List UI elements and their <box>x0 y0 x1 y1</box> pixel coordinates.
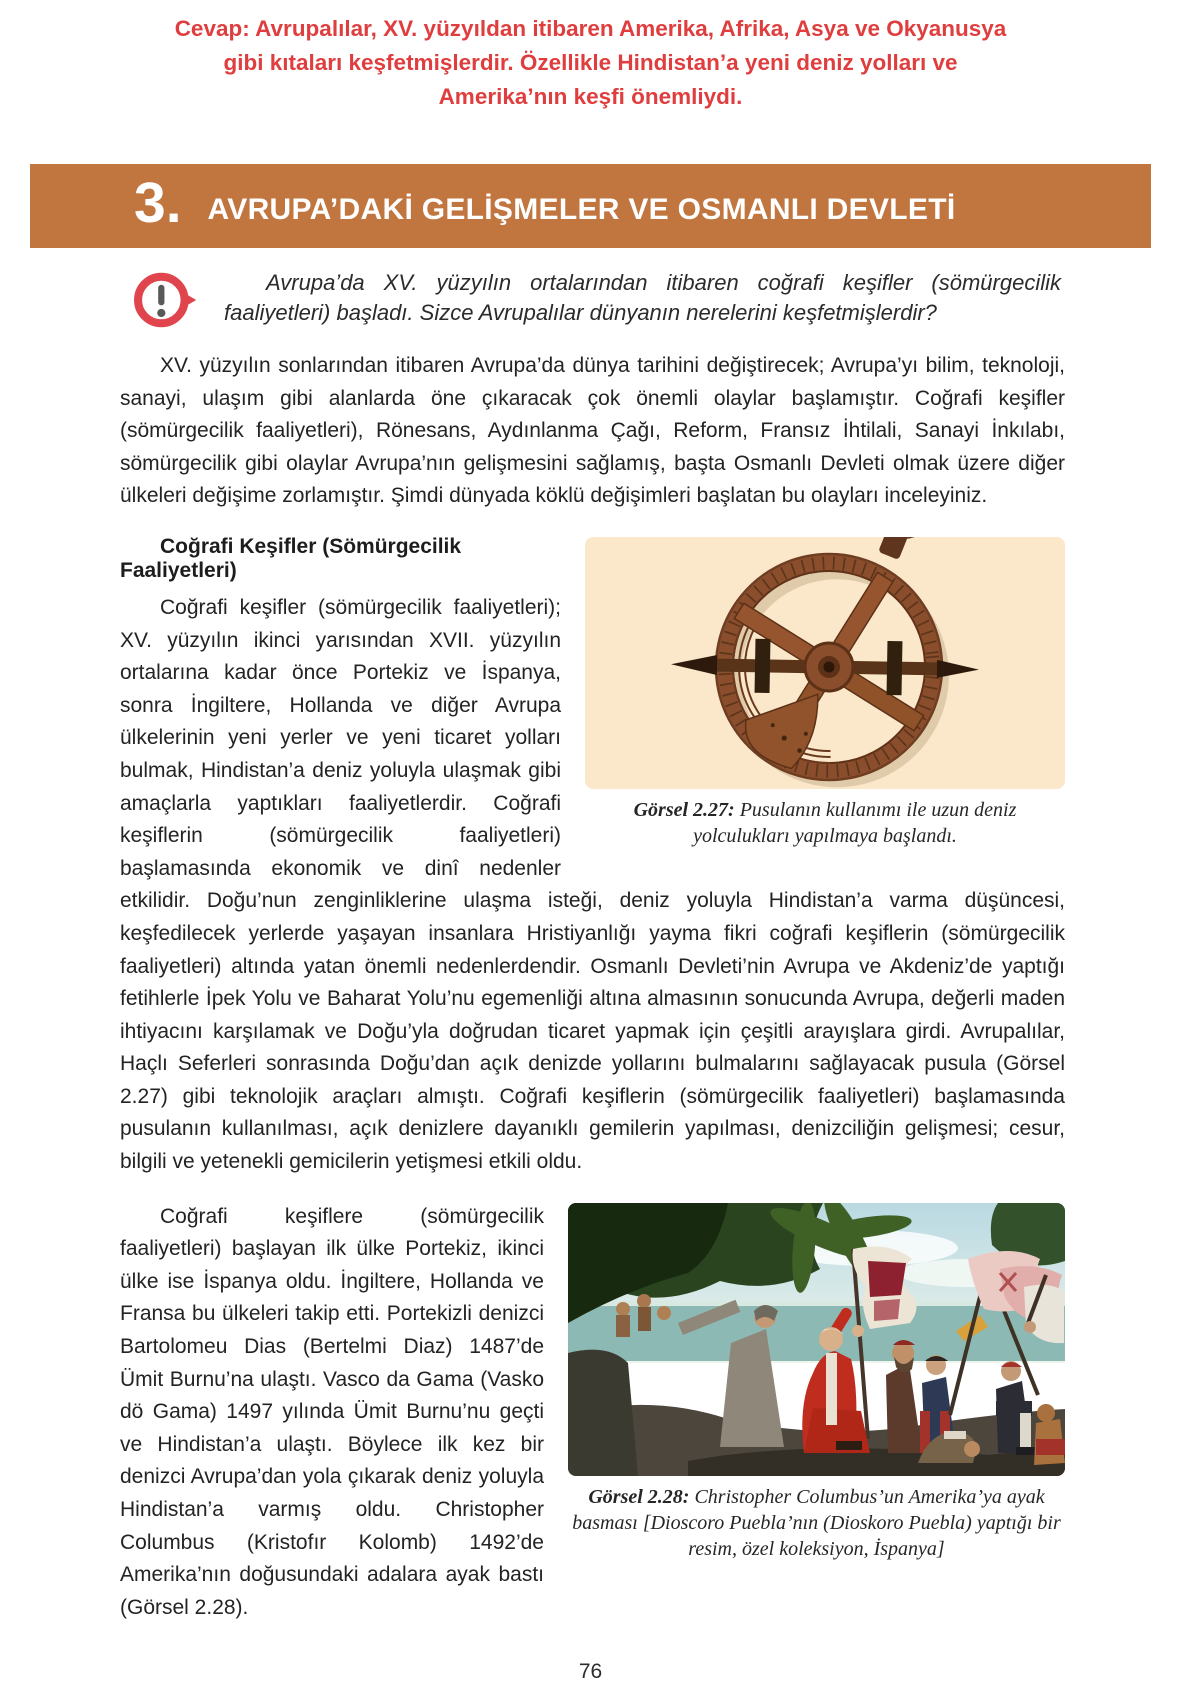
discussion-prompt <box>130 264 1061 334</box>
section-block-1 <box>120 535 1065 1179</box>
discussion-prompt-text: Avrupa’da XV. yüzyılın ortalarından itibaren coğrafi keşifler (sömürgecilik faaliyetleri) başladı. Sizce Avrupalılar dünyanın nerelerini keşfetmişlerdir? <box>224 270 1061 325</box>
chapter-header-bar <box>30 164 1151 248</box>
intro-paragraph: XV. yüzyılın sonlarından itibaren Avrupa’da dünya tarihini değiştirecek; Avrupa’yı bilim, teknoloji, sanayi, ulaşım gibi alanlarda öne çıkaracak çok önemli olaylar başlamıştır. Coğrafi keşifler (sömürgecilik faaliyetleri), Rönesans, Aydınlanma Çağı, Reform, Fransız İhtilali, Sanayi İnkılabı, sömürgecilik gibi olaylar Avrupa’nın gelişmesini sağlamış, başta Osmanlı Devleti olmak üzere diğer ülkeleri değişime zorlamıştır. Şimdi dünyada köklü değişimleri başlatan bu olayları inceleyiniz. <box>120 354 1065 508</box>
answer-note: Cevap: Avrupalılar, XV. yüzyıldan itibaren Amerika, Afrika, Asya ve Okyanusya gibi kıtaları keşfetmişlerdir. Özellikle Hindistan’a yeni deniz yolları ve Amerika’nın keşfi önemliydi. <box>174 16 1007 109</box>
body-paragraph-1: Coğrafi keşifler (sömürgecilik faaliyetleri); XV. yüzyılın ikinci yarısından XVII. yüzyılın ortalarına kadar önce Portekiz ve İspanya, sonra İngiltere, Hollanda ve diğer Avrupa ülkelerinin yeni yerler ve yeni ticaret yolları bulmak, Hindistan’a deniz yoluyla ulaşmak gibi amaçlarla yaptıkları faaliyetlerdir. Coğrafi keşiflerin (sömürgecilik faaliyetleri) başlamasında ekonomik ve dinî nedenler etkilidir. Doğu’nun zenginliklerine ulaşma isteği, deniz yoluyla Hindistan’a varma düşüncesi, keşfedilecek yerlerde yaşayan insanlara Hristiyanlığı yayma fikri coğrafi keşiflerin (sömürgecilik faaliyetleri) altında yatan önemli nedenlerdendir. Osmanlı Devleti’nin Avrupa ve Akdeniz’de yaptığı fetihlerle İpek Yolu ve Baharat Yolu’nu egemenliği altına almasının sonucunda Avrupa, değerli maden ihtiyacını karşılamak ve Doğu’yla doğrudan ticaret yapmak için çeşitli arayışlara girdi. Avrupalılar, Haçlı Seferleri sonrasında Doğu’dan açık denizde yollarını bulmalarını sağlayacak pusula (Görsel 2.27) gibi teknolojik araçları almıştı. Coğrafi keşiflerin (sömürgecilik faaliyetleri) başlamasında pusulanın kullanılması, açık denizlere dayanıklı gemilerin yapılması, denizciliğin gelişmesi; cesur, bilgili ve yetenekli gemicilerin yetişmesi etkili oldu. <box>120 595 1065 1174</box>
page-number: 76 <box>578 1660 603 1683</box>
figure1-caption-text: Pusulanın kullanımı ile uzun deniz yolculukları yapılmaya başlandı. <box>693 798 1017 847</box>
section-heading: Coğrafi Keşifler (Sömürgecilik Faaliyetleri) <box>120 534 462 582</box>
astrolabe-image <box>585 537 1065 789</box>
section-block-2 <box>120 1201 1065 1625</box>
exclamation-icon <box>130 266 198 334</box>
body-paragraph-2: Coğrafi keşiflere (sömürgecilik faaliyetleri) başlayan ilk ülke Portekiz, ikinci ülke ise İspanya oldu. İngiltere, Hollanda ve Fransa bu ülkeleri takip etti. Portekizli denizci Bartolomeu Dias (Bertelmi Diaz) 1487’de Ümit Burnu’na ulaştı. Vasco da Gama (Vasko dö Gama) 1497 yılında Ümit Burnu’nu geçti ve Hindistan’a ulaştı. Böylece ilk kez bir denizci Avrupa’dan yola çıkarak deniz yoluyla Hindistan’a varmış oldu. Christopher Columbus (Kristofır Kolomb) 1492’de Amerika’nın doğusundaki adalara ayak bastı (Görsel 2.28). <box>120 1204 544 1619</box>
chapter-title: AVRUPA’DAKİ GELİŞMELER VE OSMANLI DEVLETİ <box>207 193 956 226</box>
figure-astrolabe <box>585 537 1065 849</box>
figure1-caption <box>585 797 1065 849</box>
figure1-caption-label: Görsel 2.27: <box>633 798 735 821</box>
columbus-painting-image <box>568 1203 1065 1476</box>
chapter-number: 3. <box>134 170 182 235</box>
figure2-caption <box>568 1484 1065 1562</box>
figure2-caption-text: Christopher Columbus’un Amerika’ya ayak basması [Dioscoro Puebla’nın (Dioskoro Puebla) yaptığı bir resim, özel koleksiyon, İspanya] <box>572 1485 1061 1560</box>
figure-columbus <box>568 1203 1065 1562</box>
figure2-caption-label: Görsel 2.28: <box>588 1485 690 1508</box>
